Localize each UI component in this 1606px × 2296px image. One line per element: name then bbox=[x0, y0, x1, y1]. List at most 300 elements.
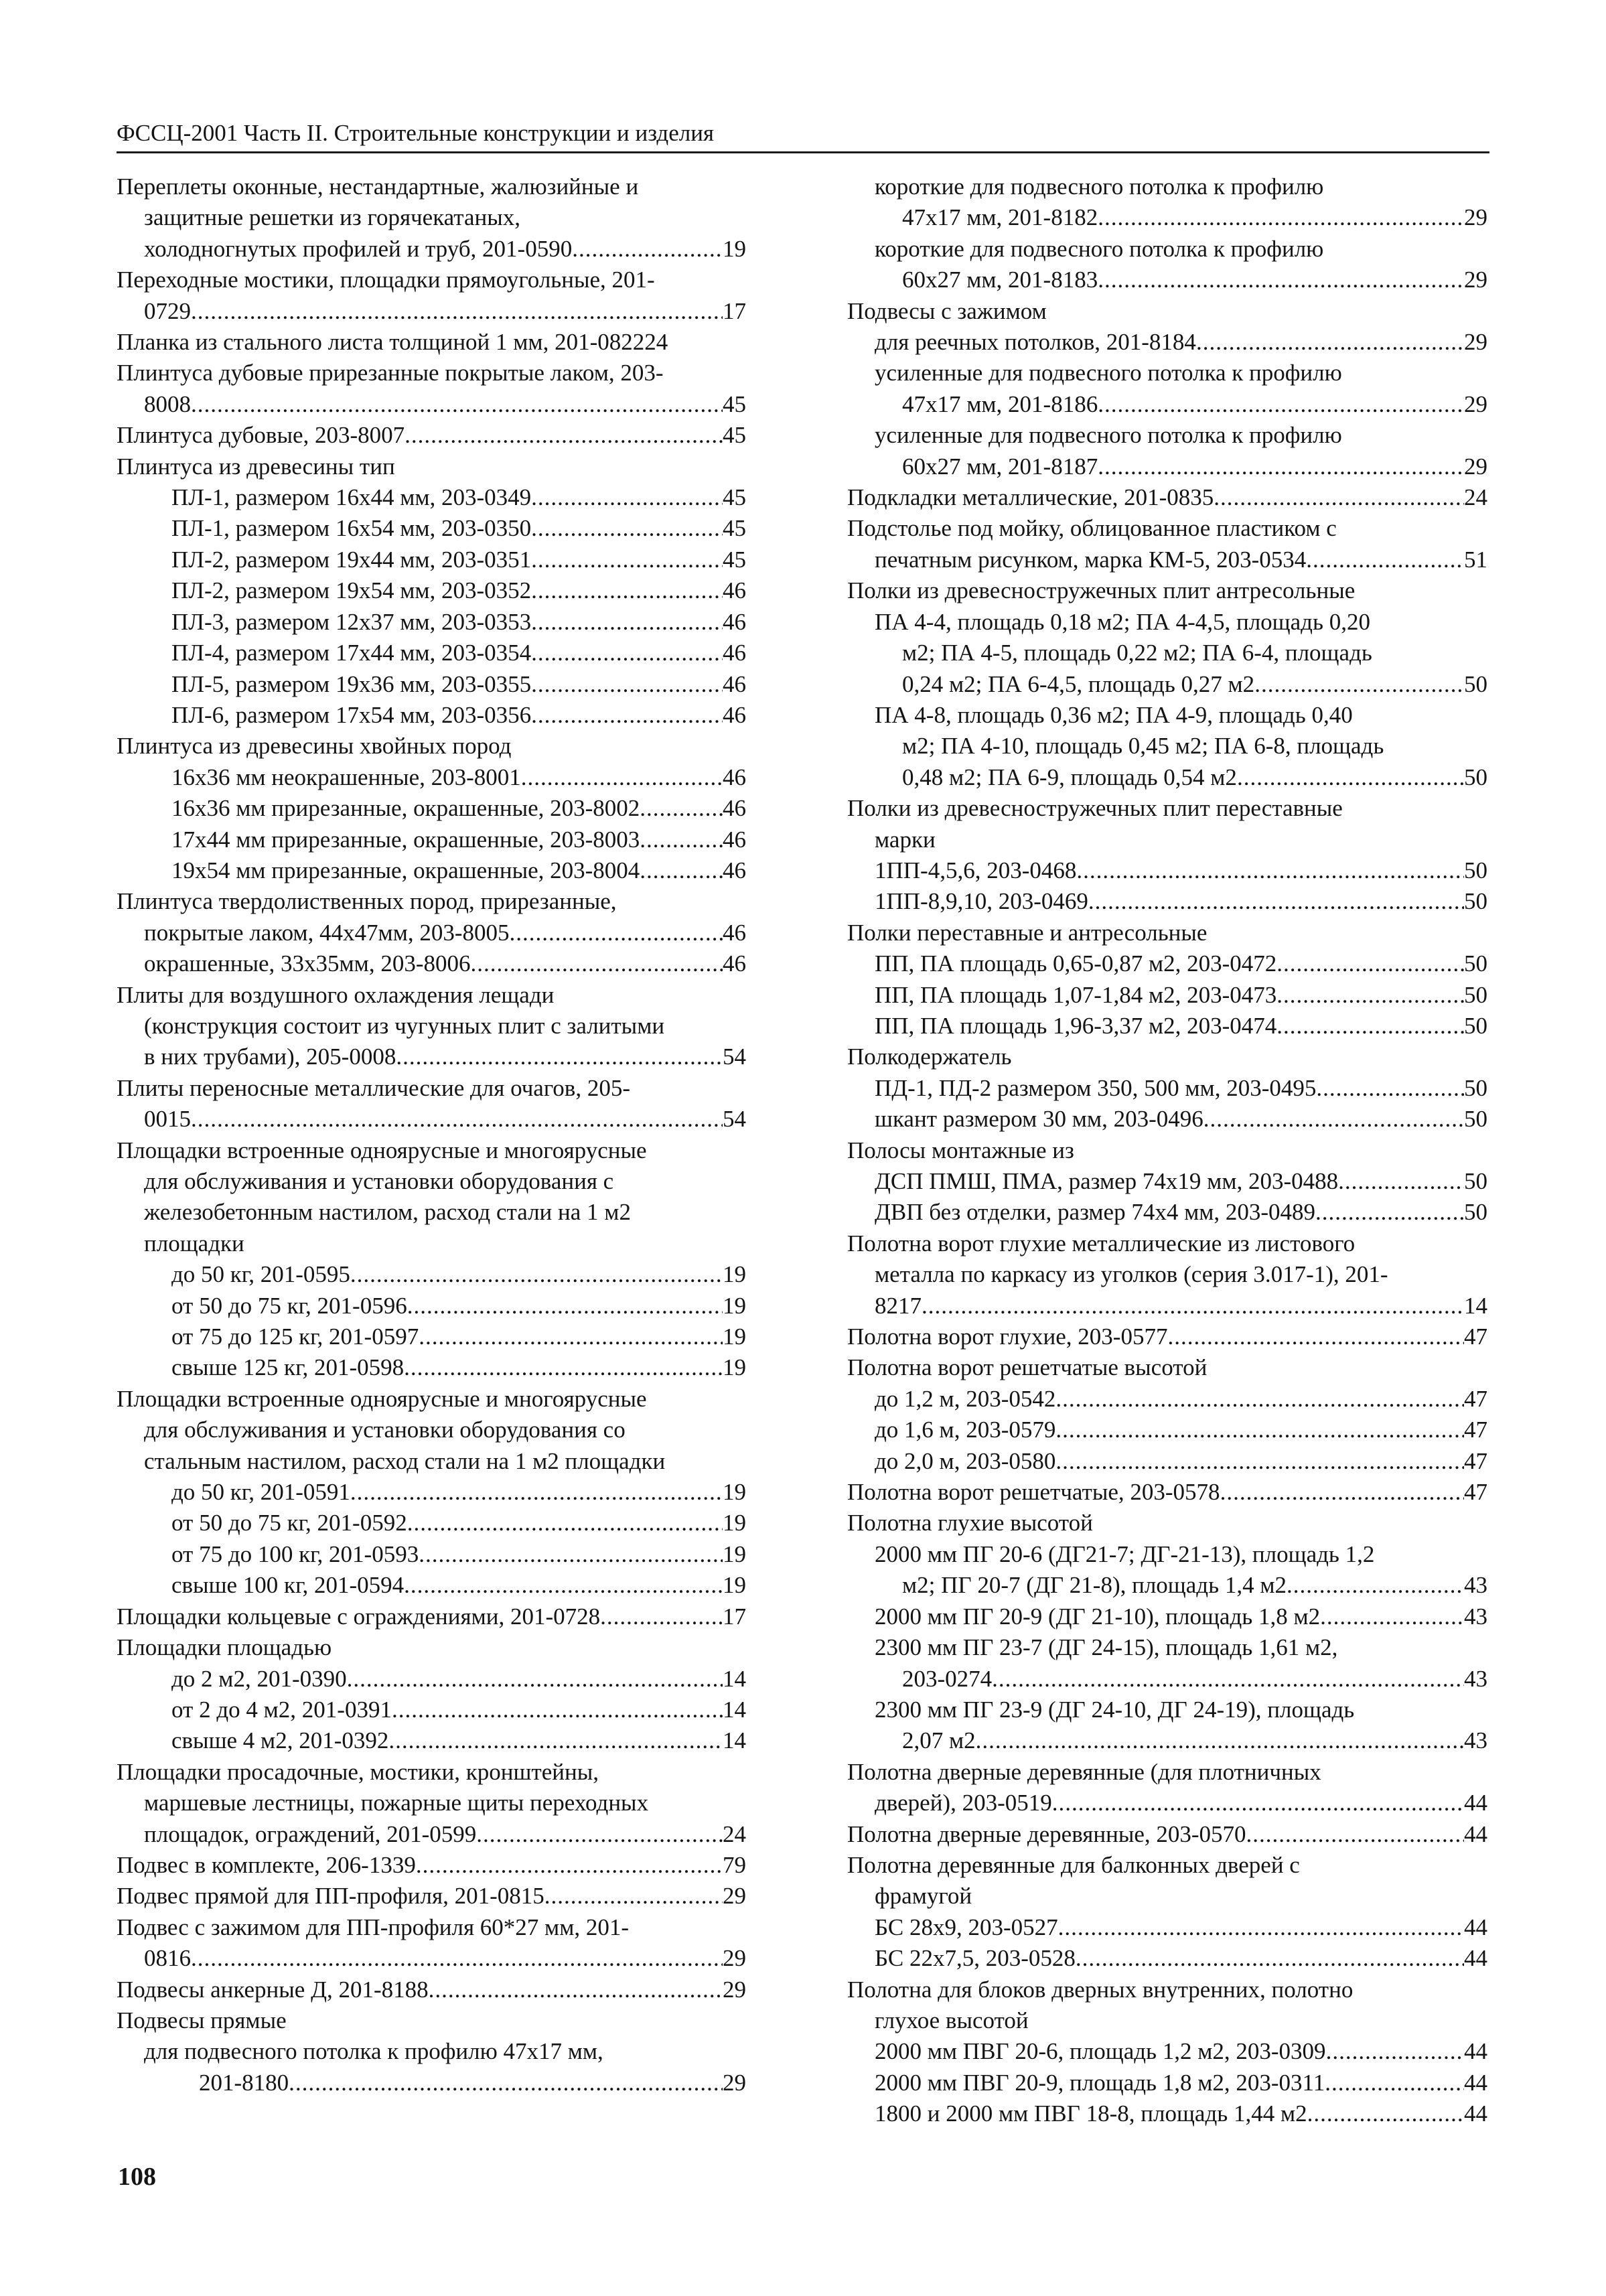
index-entry bbox=[847, 1073, 1487, 1104]
entry-text: Полотна глухие высотой bbox=[847, 1510, 1093, 1536]
index-line bbox=[117, 2005, 746, 2036]
index-entry bbox=[847, 575, 1487, 606]
dot-leader bbox=[510, 918, 723, 948]
dot-leader bbox=[640, 824, 723, 855]
index-entry bbox=[117, 607, 746, 638]
dot-leader bbox=[1058, 1912, 1464, 1943]
dot-leader bbox=[992, 1664, 1464, 1695]
entry-text: 8217 bbox=[875, 1292, 922, 1319]
dot-leader bbox=[544, 1881, 723, 1912]
index-line bbox=[847, 2098, 1487, 2129]
index-entry bbox=[117, 545, 746, 575]
entry-text: Полотна деревянные для балконных дверей с bbox=[847, 1851, 1300, 1878]
dot-leader bbox=[1055, 1446, 1464, 1477]
dot-leader bbox=[1320, 1601, 1464, 1632]
entry-text: усиленные для подвесного потолка к профилю bbox=[875, 360, 1342, 386]
entry-text: Полосы монтажные из bbox=[847, 1137, 1074, 1163]
dot-leader bbox=[392, 1695, 723, 1725]
index-entry bbox=[847, 1352, 1487, 1383]
entry-text: Полки из древесностружечных плит антресольные bbox=[847, 577, 1356, 604]
entry-text: до 1,2 м, 203-0542 bbox=[875, 1385, 1056, 1412]
index-entry bbox=[847, 1757, 1487, 1819]
index-line bbox=[117, 1725, 746, 1756]
index-line bbox=[117, 2068, 746, 2098]
index-entry bbox=[847, 2068, 1487, 2098]
entry-text: ПЛ-1, размером 16x44 мм, 203-0349 bbox=[171, 484, 532, 511]
entry-text: Подстолье под мойку, облицованное пластиком с bbox=[847, 515, 1337, 542]
index-line bbox=[847, 1291, 1487, 1321]
index-line bbox=[117, 1819, 746, 1850]
dot-leader bbox=[531, 482, 723, 513]
page-ref: 50 bbox=[1464, 950, 1487, 977]
entry-text: свыше 125 кг, 201-0598 bbox=[171, 1354, 405, 1381]
index-entry bbox=[847, 1539, 1487, 1601]
index-entry bbox=[847, 1104, 1487, 1135]
entry-text: ДСП ПМШ, ПМА, размер 74x19 мм, 203-0488 bbox=[875, 1168, 1339, 1194]
page-ref: 19 bbox=[723, 1572, 746, 1599]
index-entry bbox=[847, 793, 1487, 855]
entry-text: 0015 bbox=[144, 1106, 191, 1133]
page-ref: 19 bbox=[723, 1510, 746, 1536]
index-line bbox=[117, 1975, 746, 2005]
page-ref: 44 bbox=[1464, 1914, 1487, 1940]
index-line bbox=[847, 1601, 1487, 1632]
index-line bbox=[847, 1104, 1487, 1135]
dot-leader bbox=[388, 1725, 723, 1756]
index-entry bbox=[847, 1228, 1487, 1321]
index-entry bbox=[117, 265, 746, 327]
index-entry bbox=[847, 918, 1487, 948]
entry-text: 0816 bbox=[144, 1945, 191, 1972]
page-ref: 47 bbox=[1464, 1447, 1487, 1474]
entry-text: м2; ПА 4-10, площадь 0,45 м2; ПА 6-8, площадь bbox=[902, 733, 1384, 760]
entry-text: 1800 и 2000 мм ПВГ 18-8, площадь 1,44 м2 bbox=[875, 2100, 1307, 2127]
entry-text: для обслуживания и установки оборудования с bbox=[144, 1168, 614, 1194]
entry-text: ПЛ-6, размером 17x54 мм, 203-0356 bbox=[171, 701, 532, 728]
index-line bbox=[847, 451, 1487, 482]
page-ref: 45 bbox=[723, 422, 746, 449]
page-ref: 44 bbox=[1464, 1945, 1487, 1972]
dot-leader bbox=[976, 1725, 1464, 1756]
entry-text: Подкладки металлические, 201-0835 bbox=[847, 484, 1214, 511]
dot-leader bbox=[572, 234, 723, 265]
index-entry bbox=[847, 1632, 1487, 1695]
entry-text: 2000 мм ПВГ 20-9, площадь 1,8 м2, 203-0311 bbox=[875, 2069, 1325, 2096]
index-line bbox=[117, 607, 746, 638]
index-entry bbox=[117, 513, 746, 544]
index-entry bbox=[117, 420, 746, 451]
entry-text: 2000 мм ПГ 20-9 (ДГ 21-10), площадь 1,8 м2 bbox=[875, 1603, 1321, 1630]
page-ref: 29 bbox=[723, 1945, 746, 1972]
index-line bbox=[117, 1446, 746, 1477]
entry-text: 201-8180 bbox=[199, 2069, 289, 2096]
index-line bbox=[117, 1166, 746, 1197]
index-line bbox=[117, 482, 746, 513]
page-ref: 17 bbox=[723, 1603, 746, 1630]
index-line bbox=[847, 2036, 1487, 2067]
dot-leader bbox=[1276, 948, 1464, 979]
dot-leader bbox=[1098, 265, 1464, 295]
index-line bbox=[117, 451, 746, 482]
index-column-right bbox=[847, 171, 1487, 2130]
entry-text: глухое высотой bbox=[875, 2007, 1029, 2033]
page-ref: 43 bbox=[1464, 1727, 1487, 1754]
page-ref: 46 bbox=[723, 764, 746, 790]
index-entry bbox=[117, 948, 746, 979]
dot-leader bbox=[531, 545, 723, 575]
dot-leader bbox=[1315, 1197, 1464, 1228]
index-entry bbox=[117, 171, 746, 265]
page-ref: 50 bbox=[1464, 888, 1487, 915]
index-line bbox=[117, 1321, 746, 1352]
entry-text: до 50 кг, 201-0591 bbox=[171, 1479, 350, 1506]
index-line bbox=[847, 948, 1487, 979]
page-ref: 14 bbox=[723, 1727, 746, 1754]
index-line bbox=[117, 202, 746, 233]
index-line bbox=[847, 1166, 1487, 1197]
entry-text: 0729 bbox=[144, 297, 191, 324]
entry-text: до 1,6 м, 203-0579 bbox=[875, 1417, 1056, 1443]
page-ref: 79 bbox=[723, 1851, 746, 1878]
dot-leader bbox=[640, 793, 723, 824]
index-entry bbox=[117, 2036, 746, 2098]
index-line bbox=[847, 980, 1487, 1011]
dot-leader bbox=[405, 420, 723, 451]
dot-leader bbox=[1306, 545, 1464, 575]
index-entry bbox=[117, 1352, 746, 1383]
page-ref: 46 bbox=[723, 950, 746, 977]
entry-text: для подвесного потолка к профилю 47x17 мм, bbox=[144, 2038, 603, 2065]
page-ref: 45 bbox=[723, 484, 746, 511]
dot-leader bbox=[922, 1291, 1464, 1321]
entry-text: 1ПП-4,5,6, 203-0468 bbox=[875, 857, 1077, 883]
dot-leader bbox=[1098, 389, 1464, 420]
entry-text: 47x17 мм, 201-8182 bbox=[902, 204, 1098, 231]
index-line bbox=[847, 234, 1487, 265]
dot-leader bbox=[600, 1601, 723, 1632]
entry-text: Полотна ворот решетчатые, 203-0578 bbox=[847, 1479, 1220, 1506]
entry-text: металла по каркасу из уголков (серия 3.017-1), 201- bbox=[875, 1261, 1388, 1288]
page-header bbox=[117, 118, 1489, 153]
page-ref: 19 bbox=[723, 1479, 746, 1506]
index-entry bbox=[847, 980, 1487, 1011]
dot-leader bbox=[407, 1508, 723, 1538]
entry-text: Полотна дверные деревянные, 203-0570 bbox=[847, 1820, 1246, 1847]
index-line bbox=[847, 1011, 1487, 1042]
dot-leader bbox=[1307, 2098, 1464, 2129]
index-entry bbox=[117, 2005, 746, 2036]
dot-leader bbox=[1098, 202, 1464, 233]
page-ref: 29 bbox=[1464, 329, 1487, 356]
dot-leader bbox=[1287, 1570, 1464, 1601]
entry-text: Полки переставные и антресольные bbox=[847, 919, 1208, 946]
index-line bbox=[847, 1477, 1487, 1508]
entry-text: м2; ПГ 20-7 (ДГ 21-8), площадь 1,4 м2 bbox=[902, 1572, 1287, 1599]
index-entry bbox=[117, 1632, 746, 1663]
entry-text: усиленные для подвесного потолка к профилю bbox=[875, 422, 1342, 449]
index-entry bbox=[117, 1570, 746, 1601]
page-ref: 50 bbox=[1464, 670, 1487, 697]
entry-text: Плинтуса дубовые прирезанные покрытые лаком, 203- bbox=[117, 360, 664, 386]
entry-text: 2,07 м2 bbox=[902, 1727, 976, 1754]
index-line bbox=[117, 389, 746, 420]
page-ref: 43 bbox=[1464, 1603, 1487, 1630]
index-line bbox=[117, 1912, 746, 1943]
index-line bbox=[847, 513, 1487, 544]
index-line bbox=[117, 948, 746, 979]
index-line bbox=[847, 2005, 1487, 2036]
page-ref: 47 bbox=[1464, 1323, 1487, 1350]
index-line bbox=[847, 1695, 1487, 1725]
index-line bbox=[847, 824, 1487, 855]
index-line bbox=[117, 886, 746, 917]
index-entry bbox=[117, 824, 746, 855]
dot-leader bbox=[531, 607, 723, 638]
index-line bbox=[117, 358, 746, 388]
index-line bbox=[847, 607, 1487, 638]
index-line bbox=[847, 1259, 1487, 1290]
index-entry bbox=[847, 420, 1487, 482]
index-line bbox=[117, 1415, 746, 1445]
index-line bbox=[117, 1881, 746, 1912]
page-ref: 46 bbox=[723, 795, 746, 822]
dot-leader bbox=[289, 2068, 723, 2098]
entry-text: ПП, ПА площадь 0,65-0,87 м2, 203-0472 bbox=[875, 950, 1277, 977]
page-ref: 54 bbox=[723, 1106, 746, 1133]
dot-leader bbox=[1276, 980, 1464, 1011]
entry-text: ПЛ-5, размером 19x36 мм, 203-0355 bbox=[171, 670, 532, 697]
index-entry bbox=[847, 1166, 1487, 1197]
index-entry bbox=[847, 855, 1487, 886]
index-line bbox=[847, 202, 1487, 233]
page-ref: 19 bbox=[723, 1292, 746, 1319]
index-entry bbox=[117, 358, 746, 420]
index-entry bbox=[117, 1664, 746, 1695]
entry-text: до 50 кг, 201-0595 bbox=[171, 1261, 350, 1288]
dot-leader bbox=[521, 762, 723, 793]
dot-leader bbox=[407, 1291, 723, 1321]
entry-text: ПЛ-1, размером 16x54 мм, 203-0350 bbox=[171, 515, 532, 542]
entry-text: Полотна ворот глухие, 203-0577 bbox=[847, 1323, 1168, 1350]
index-line bbox=[117, 762, 746, 793]
dot-leader bbox=[350, 1259, 723, 1290]
entry-text: Полотна ворот решетчатые высотой bbox=[847, 1354, 1208, 1381]
page-ref: 51 bbox=[1464, 546, 1487, 573]
dot-leader bbox=[1196, 327, 1464, 358]
page-ref: 14 bbox=[723, 1696, 746, 1723]
dot-leader bbox=[1076, 1943, 1464, 1974]
dot-leader bbox=[476, 1819, 723, 1850]
page-ref: 46 bbox=[723, 608, 746, 635]
index-entry bbox=[117, 1601, 746, 1632]
dot-leader bbox=[1326, 2036, 1464, 2067]
entry-text: Подвесы анкерные Д, 201-8188 bbox=[117, 1976, 429, 2003]
index-line bbox=[847, 638, 1487, 668]
index-entry bbox=[117, 1881, 746, 1912]
page-ref: 46 bbox=[723, 919, 746, 946]
page-ref: 19 bbox=[723, 1540, 746, 1567]
page-ref: 19 bbox=[723, 1323, 746, 1350]
entry-text: защитные решетки из горячекатаных, bbox=[144, 204, 521, 231]
index-line bbox=[847, 1570, 1487, 1601]
entry-text: Полкодержатель bbox=[847, 1044, 1012, 1070]
entry-text: Полотна для блоков дверных внутренних, полотно bbox=[847, 1976, 1354, 2003]
entry-text: дверей), 203-0519 bbox=[875, 1790, 1052, 1816]
entry-text: ПЛ-2, размером 19x44 мм, 203-0351 bbox=[171, 546, 532, 573]
index-line bbox=[117, 855, 746, 886]
entry-text: БС 28x9, 203-0527 bbox=[875, 1914, 1058, 1940]
index-line bbox=[847, 793, 1487, 824]
entry-text: ПА 4-8, площадь 0,36 м2; ПА 4-9, площадь 0,40 bbox=[875, 701, 1353, 728]
page-ref: 29 bbox=[1464, 204, 1487, 231]
page-ref: 50 bbox=[1464, 1074, 1487, 1101]
index-line bbox=[847, 171, 1487, 202]
index-entry bbox=[117, 638, 746, 668]
dot-leader bbox=[419, 1539, 723, 1570]
entry-text: марки bbox=[875, 826, 936, 853]
index-entry bbox=[117, 1073, 746, 1135]
index-line bbox=[847, 1508, 1487, 1538]
index-entry bbox=[847, 948, 1487, 979]
page-ref: 29 bbox=[1464, 267, 1487, 293]
dot-leader bbox=[1055, 1384, 1464, 1415]
index-line bbox=[117, 1135, 746, 1166]
entry-text: Планка из стального листа толщиной 1 мм, 201-082224 bbox=[117, 329, 668, 356]
index-line bbox=[847, 1664, 1487, 1695]
index-entry bbox=[847, 171, 1487, 234]
entry-text: Плинтуса из древесины хвойных пород bbox=[117, 733, 512, 760]
page-ref: 50 bbox=[1464, 1199, 1487, 1226]
entry-text: короткие для подвесного потолка к профилю bbox=[875, 173, 1324, 200]
index-entry bbox=[847, 513, 1487, 575]
page-ref: 46 bbox=[723, 640, 746, 666]
index-entry bbox=[847, 327, 1487, 358]
index-entry bbox=[847, 1415, 1487, 1445]
dot-leader bbox=[1203, 1104, 1464, 1135]
index-entry bbox=[117, 1757, 746, 1850]
index-entry bbox=[117, 1725, 746, 1756]
page-ref: 50 bbox=[1464, 1168, 1487, 1194]
index-entry bbox=[847, 296, 1487, 327]
entry-text: 203-0274 bbox=[902, 1665, 993, 1692]
entry-text: 2300 мм ПГ 23-9 (ДГ 24-10, ДГ 24-19), площадь bbox=[875, 1696, 1355, 1723]
entry-text: 47x17 мм, 201-8186 bbox=[902, 390, 1098, 417]
page-ref: 29 bbox=[1464, 390, 1487, 417]
entry-text: Полки из древесностружечных плит переставные bbox=[847, 795, 1343, 822]
index-line bbox=[847, 389, 1487, 420]
index-line bbox=[117, 1073, 746, 1104]
index-line bbox=[847, 1135, 1487, 1166]
entry-text: для обслуживания и установки оборудования со bbox=[144, 1417, 626, 1443]
entry-text: (конструкция состоит из чугунных плит с залитыми bbox=[144, 1012, 665, 1039]
page-ref: 14 bbox=[1464, 1292, 1487, 1319]
index-line bbox=[117, 1539, 746, 1570]
index-line bbox=[117, 2036, 746, 2067]
index-entry bbox=[117, 1384, 746, 1477]
index-entry bbox=[117, 1135, 746, 1260]
index-entry bbox=[117, 451, 746, 482]
index-entry bbox=[117, 1291, 746, 1321]
entry-text: от 50 до 75 кг, 201-0592 bbox=[171, 1510, 407, 1536]
page-ref: 19 bbox=[723, 1261, 746, 1288]
entry-text: от 75 до 125 кг, 201-0597 bbox=[171, 1323, 419, 1350]
index-line bbox=[847, 296, 1487, 327]
index-entry bbox=[117, 1321, 746, 1352]
dot-leader bbox=[640, 855, 723, 886]
entry-text: 2300 мм ПГ 23-7 (ДГ 24-15), площадь 1,61 м2, bbox=[875, 1634, 1338, 1661]
dot-leader bbox=[350, 1477, 723, 1508]
page-ref: 50 bbox=[1464, 764, 1487, 790]
entry-text: 0,48 м2; ПА 6-9, площадь 0,54 м2 bbox=[902, 764, 1237, 790]
page-ref: 54 bbox=[723, 1044, 746, 1070]
dot-leader bbox=[1098, 451, 1464, 482]
index-line bbox=[847, 1632, 1487, 1663]
entry-text: свыше 100 кг, 201-0594 bbox=[171, 1572, 405, 1599]
index-line bbox=[117, 1011, 746, 1042]
dot-leader bbox=[1338, 1166, 1464, 1197]
index-entry bbox=[117, 1975, 746, 2005]
entry-text: 60x27 мм, 201-8183 bbox=[902, 267, 1098, 293]
index-line bbox=[117, 638, 746, 668]
index-line bbox=[117, 1291, 746, 1321]
entry-text: Плинтуса дубовые, 203-8007 bbox=[117, 422, 405, 449]
index-line bbox=[847, 1788, 1487, 1818]
index-line bbox=[117, 1384, 746, 1415]
index-line bbox=[117, 669, 746, 700]
entry-text: 19x54 мм прирезанные, окрашенные, 203-8004 bbox=[171, 857, 640, 883]
index-line bbox=[117, 1228, 746, 1259]
index-entry bbox=[117, 886, 746, 948]
dot-leader bbox=[1220, 1477, 1464, 1508]
index-line bbox=[847, 1943, 1487, 1974]
dot-leader bbox=[531, 638, 723, 668]
entry-text: в них трубами), 205-0008 bbox=[144, 1044, 396, 1070]
index-line bbox=[847, 575, 1487, 606]
index-entry bbox=[847, 358, 1487, 420]
entry-text: м2; ПА 4-5, площадь 0,22 м2; ПА 6-4, площадь bbox=[902, 640, 1372, 666]
entry-text: 8008 bbox=[144, 390, 191, 417]
page-ref: 44 bbox=[1464, 2069, 1487, 2096]
entry-text: печатным рисунком, марка КМ-5, 203-0534 bbox=[875, 546, 1307, 573]
entry-text: Площадки встроенные одноярусные и многоярусные bbox=[117, 1137, 647, 1163]
index-line bbox=[117, 1197, 746, 1228]
index-entry bbox=[847, 700, 1487, 793]
page-ref: 29 bbox=[723, 1883, 746, 1910]
index-line bbox=[117, 1695, 746, 1725]
dot-leader bbox=[1246, 1819, 1464, 1850]
entry-text: Полотна дверные деревянные (для плотничных bbox=[847, 1758, 1321, 1785]
index-entry bbox=[847, 1819, 1487, 1850]
entry-text: Плиты переносные металлические для очагов, 205- bbox=[117, 1074, 630, 1101]
page-ref: 50 bbox=[1464, 857, 1487, 883]
entry-text: 0,24 м2; ПА 6-4,5, площадь 0,27 м2 bbox=[902, 670, 1255, 697]
entry-text: ПП, ПА площадь 1,96-3,37 м2, 203-0474 bbox=[875, 1012, 1277, 1039]
index-line bbox=[117, 1632, 746, 1663]
index-line bbox=[847, 482, 1487, 513]
page-ref: 14 bbox=[723, 1665, 746, 1692]
page-ref: 50 bbox=[1464, 1012, 1487, 1039]
page-ref: 29 bbox=[1464, 453, 1487, 480]
header-title: ФССЦ-2001 Часть II. Строительные конструкции и изделия bbox=[117, 120, 715, 146]
index-entry bbox=[117, 327, 746, 358]
entry-text: Подвесы с зажимом bbox=[847, 297, 1047, 324]
index-entry bbox=[847, 1975, 1487, 2037]
index-entry bbox=[847, 1477, 1487, 1508]
index-entry bbox=[847, 482, 1487, 513]
index-entry bbox=[117, 1695, 746, 1725]
entry-text: Переходные мостики, площадки прямоугольные, 201- bbox=[117, 267, 655, 293]
dot-leader bbox=[531, 700, 723, 731]
